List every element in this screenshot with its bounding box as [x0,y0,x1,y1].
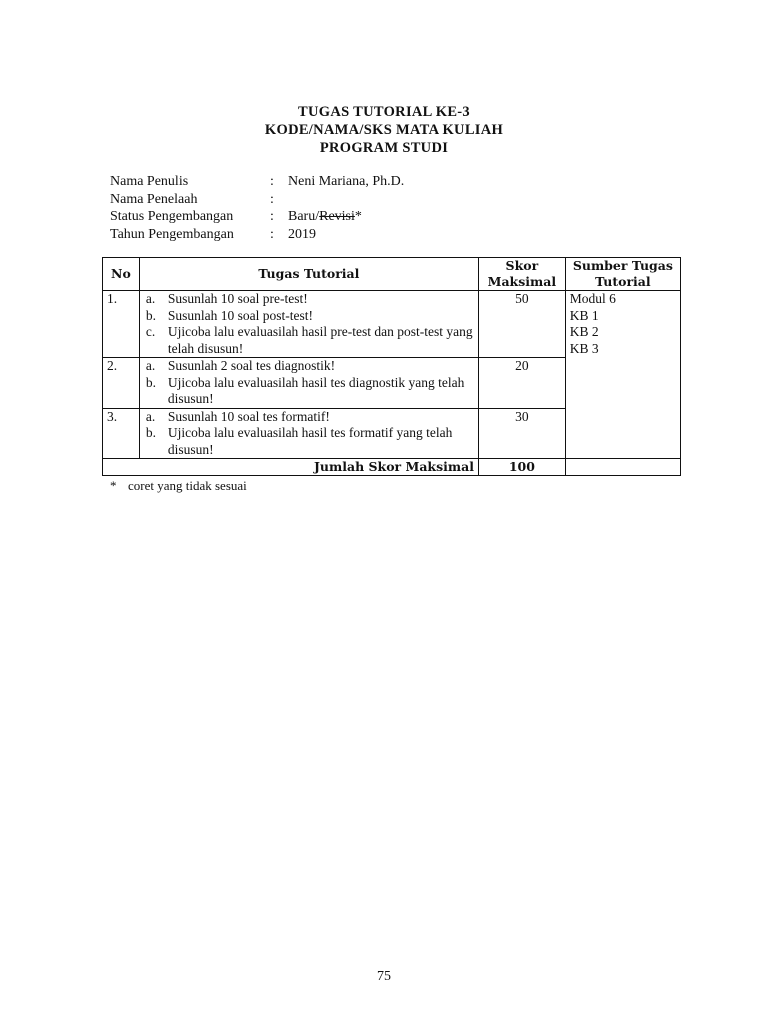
status-baru: Baru/ [288,209,320,224]
title-line-1: TUGAS TUTORIAL KE-3 [298,104,470,120]
table-row [103,291,681,358]
task-letter: c. [145,324,156,339]
row-skor: 30 [478,408,565,459]
footnote-text: coret yang tidak sesuai [128,478,247,493]
meta-value [288,208,362,226]
task-item [144,425,474,458]
task-text: Ujicoba lalu evaluasilah hasil tes formatif yang telah disusun! [167,425,453,457]
table-header-row [103,258,681,291]
page-number: 75 [377,969,391,984]
meta-label: Status Pengembangan [110,209,234,224]
meta-colon: : [270,191,274,207]
total-value: 100 [478,459,565,476]
total-row [103,459,681,476]
sumber-line: KB 1 [569,307,599,323]
task-letter: b. [145,307,156,323]
meta-row-status [110,208,404,226]
sumber-line: KB 2 [569,324,599,339]
header-no: No [103,258,140,291]
header-sumber-line2: Tutorial [595,274,651,289]
task-item [144,409,474,426]
task-letter: a. [145,291,156,306]
header-sumber [565,258,680,291]
task-text: Ujicoba lalu evaluasilah hasil tes diagnostik yang telah disusun! [167,374,465,406]
sumber-line: KB 3 [569,340,599,356]
task-text: Susunlah 10 soal tes formatif! [167,408,330,424]
sumber-cell [565,291,680,459]
row-tasks [139,291,478,358]
row-skor: 50 [478,291,565,358]
row-no: 1. [103,291,140,358]
task-text: Susunlah 10 soal pre-test! [167,291,308,306]
meta-value: Neni Mariana, Ph.D. [288,174,405,189]
task-item [144,291,474,308]
meta-value: 2019 [288,226,316,242]
header-skor [478,258,565,291]
header-tugas: Tugas Tutorial [139,258,478,291]
meta-row-penulis [110,173,404,191]
meta-label: Nama Penelaah [110,191,198,207]
title-line-3: PROGRAM STUDI [319,140,449,156]
title-block [0,103,768,157]
meta-label: Nama Penulis [110,174,189,189]
task-letter: b. [145,374,156,390]
total-label: Jumlah Skor Maksimal [103,459,479,476]
row-no: 2. [103,358,140,409]
meta-colon: : [270,209,274,224]
title-line-2: KODE/NAMA/SKS MATA KULIAH [264,122,504,138]
status-revisi-struck: Revisi [319,209,355,224]
footnote [110,478,247,494]
meta-info [110,173,404,243]
task-text: Susunlah 2 soal tes diagnostik! [167,358,336,373]
header-skor-line1: Skor [505,258,539,273]
task-item [144,358,474,375]
status-asterisk: * [354,209,362,224]
task-item [144,324,474,357]
header-sumber-line1: Sumber Tugas [572,258,673,273]
sumber-line: Modul 6 [569,291,616,306]
tugas-table [102,257,681,476]
task-letter: b. [145,425,156,440]
task-text: Susunlah 10 soal post-test! [167,307,313,323]
task-item [144,375,474,408]
row-tasks [139,358,478,409]
row-skor: 20 [478,358,565,409]
meta-colon: : [270,174,274,189]
meta-label: Tahun Pengembangan [110,226,234,242]
row-no: 3. [103,408,140,459]
header-skor-line2: Maksimal [487,274,557,289]
task-text: Ujicoba lalu evaluasilah hasil pre-test dan post-test yang telah disusun! [167,324,473,356]
task-letter: a. [145,408,156,424]
meta-row-tahun [110,226,404,244]
footnote-star: * [110,478,117,493]
task-letter: a. [145,358,156,373]
total-empty-cell [565,459,680,476]
task-item [144,308,474,325]
meta-row-penelaah [110,191,404,209]
meta-colon: : [270,226,274,242]
row-tasks [139,408,478,459]
